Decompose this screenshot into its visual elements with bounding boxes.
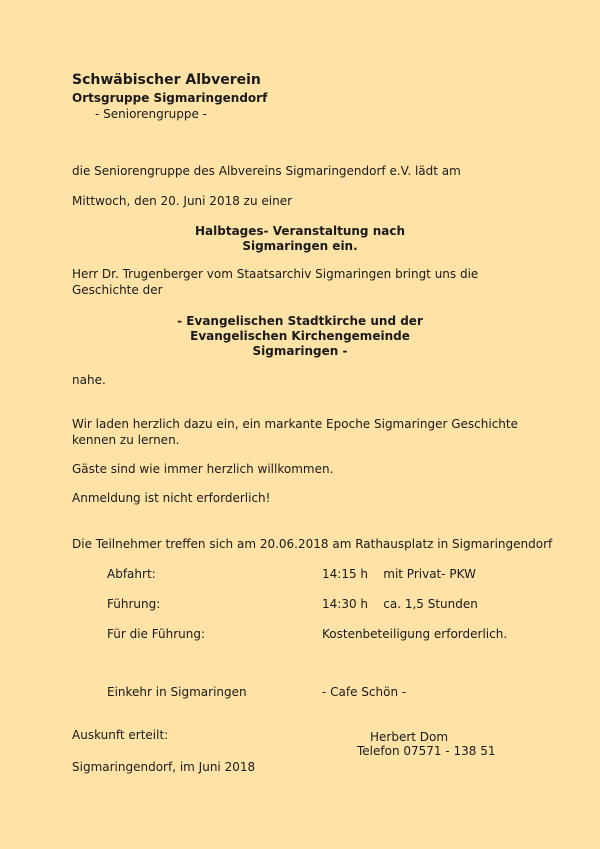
footer-place-date: Sigmaringendorf, im Juni 2018 bbox=[72, 760, 256, 774]
registration-text: Anmeldung ist nicht erforderlich! bbox=[72, 491, 271, 505]
invitation-line-1: Wir laden herzlich dazu ein, ein markante Epoche Sigmaringer Geschichte bbox=[72, 417, 518, 431]
stop-label: Einkehr in Sigmaringen bbox=[107, 685, 247, 699]
intro-line-2: Mittwoch, den 20. Juni 2018 zu einer bbox=[72, 194, 293, 208]
schedule-value-departure: 14:15 h mit Privat- PKW bbox=[322, 567, 476, 581]
intro-line-1: die Seniorengruppe des Albvereins Sigmaringendorf e.V. lädt am bbox=[72, 164, 461, 178]
speaker-line-2: Geschichte der bbox=[72, 283, 163, 297]
contact-phone: Telefon 07571 - 138 51 bbox=[357, 744, 496, 758]
schedule-label-departure: Abfahrt: bbox=[107, 567, 156, 581]
schedule-label-tour: Führung: bbox=[107, 597, 161, 611]
schedule-value-tour: 14:30 h ca. 1,5 Stunden bbox=[322, 597, 478, 611]
topic-line-1: - Evangelischen Stadtkirche und der bbox=[177, 314, 423, 328]
contact-label: Auskunft erteilt: bbox=[72, 728, 169, 742]
event-title-line-2: Sigmaringen ein. bbox=[242, 239, 358, 253]
local-group: Ortsgruppe Sigmaringendorf bbox=[72, 91, 268, 105]
nahe-text: nahe. bbox=[72, 373, 106, 387]
topic-line-2: Evangelischen Kirchengemeinde bbox=[190, 329, 410, 343]
meeting-text: Die Teilnehmer treffen sich am 20.06.2018 am Rathausplatz in Sigmaringendorf bbox=[72, 537, 553, 551]
topic-line-3: Sigmaringen - bbox=[252, 344, 348, 358]
contact-name: Herbert Dom bbox=[370, 730, 449, 744]
event-title-line-1: Halbtages- Veranstaltung nach bbox=[194, 224, 405, 238]
schedule-label-cost: Für die Führung: bbox=[107, 627, 206, 641]
guests-text: Gäste sind wie immer herzlich willkommen. bbox=[72, 462, 334, 476]
stop-value: - Cafe Schön - bbox=[322, 685, 407, 699]
speaker-line-1: Herr Dr. Trugenberger vom Staatsarchiv Sigmaringen bringt uns die bbox=[72, 267, 479, 281]
schedule-value-cost: Kostenbeteiligung erforderlich. bbox=[322, 627, 508, 641]
invitation-line-2: kennen zu lernen. bbox=[72, 433, 180, 447]
org-name: Schwäbischer Albverein bbox=[72, 72, 261, 88]
sub-group: - Seniorengruppe - bbox=[95, 107, 208, 121]
